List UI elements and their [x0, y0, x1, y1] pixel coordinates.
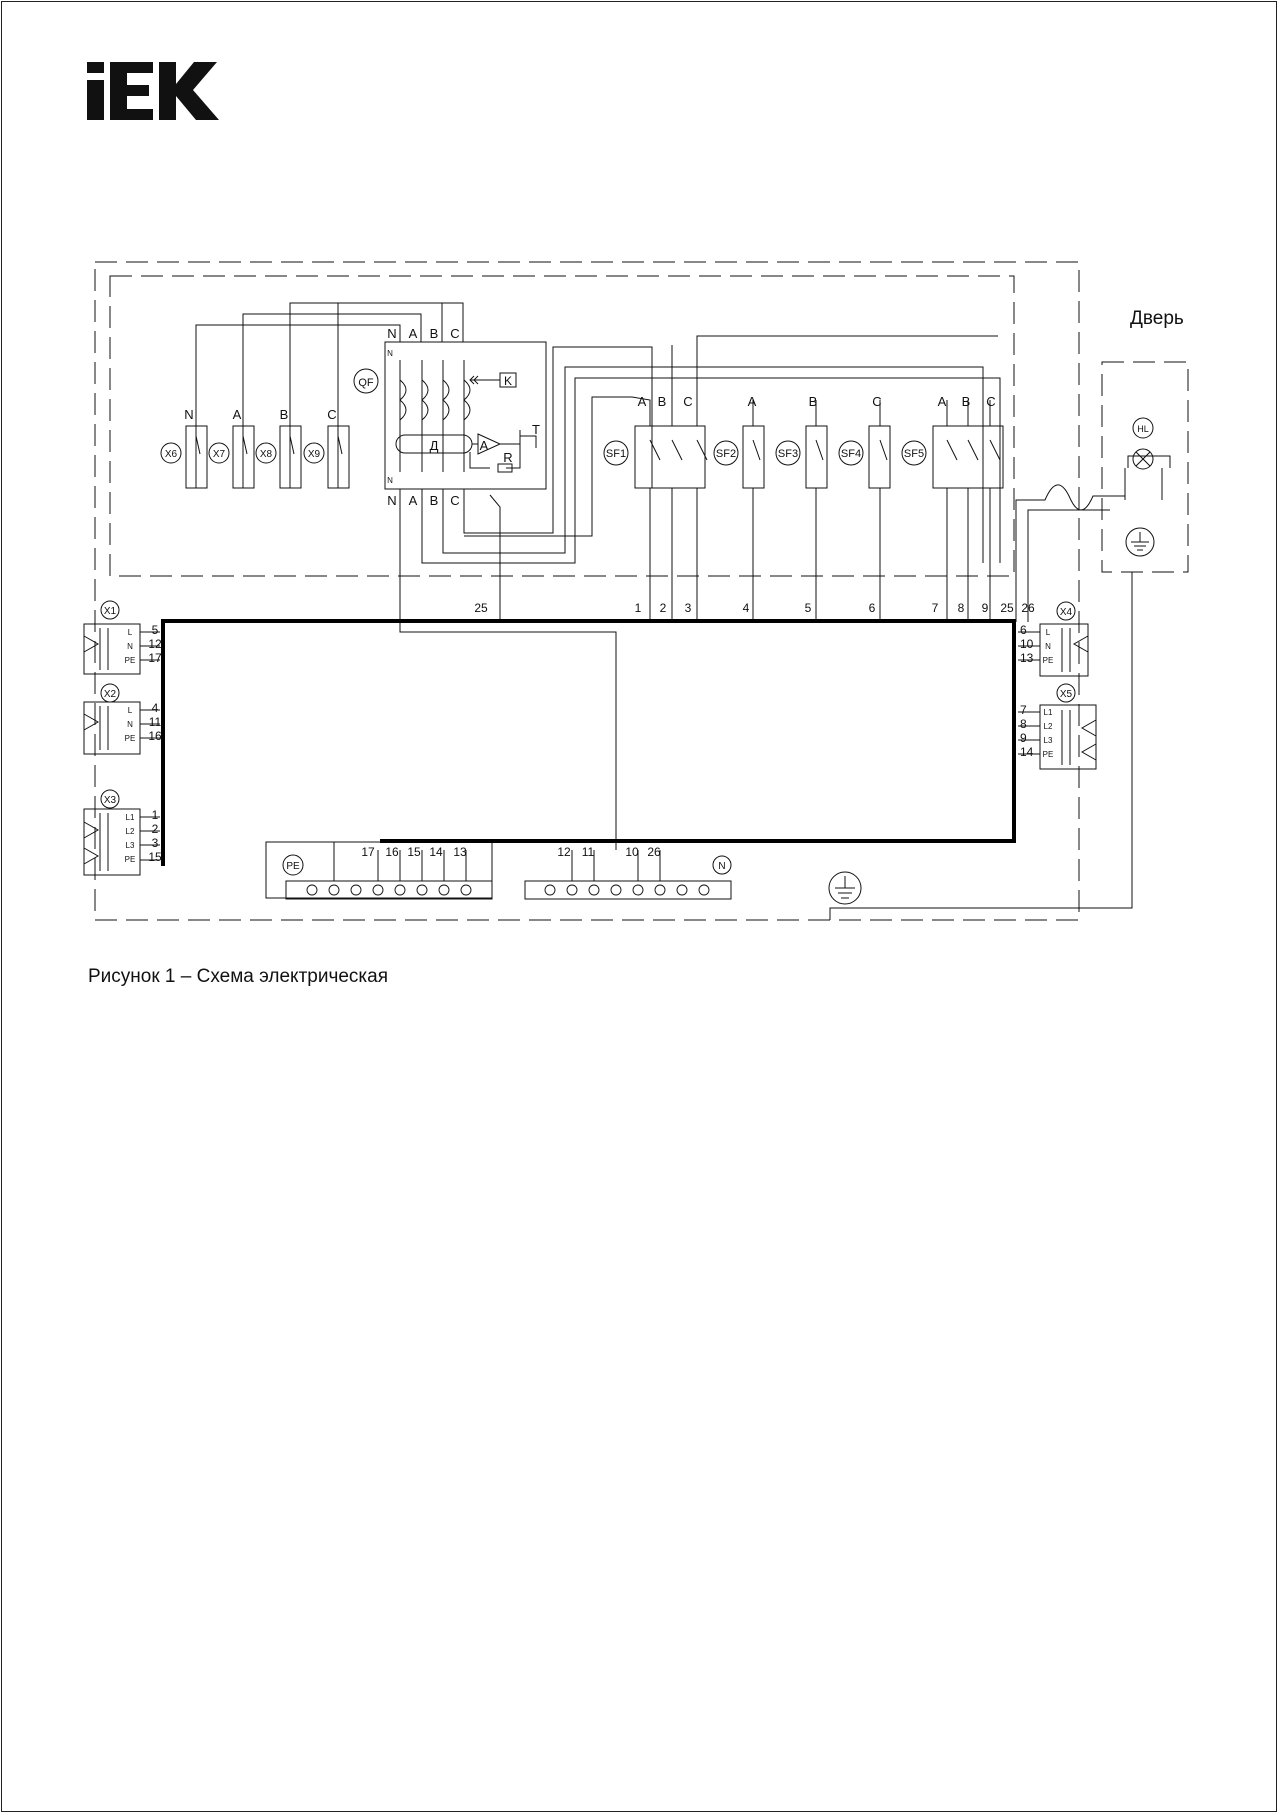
terminal-name: X2 [103, 689, 117, 700]
terminal-name: X5 [1059, 689, 1073, 700]
breaker-phase: C [872, 394, 882, 409]
qf-bottom-phase: C [450, 493, 460, 508]
n-bar-wire: 12 [557, 845, 571, 859]
terminal-wire: 5 [151, 623, 159, 637]
n-bar-wire: 26 [647, 845, 661, 859]
breaker-phase: C [986, 394, 996, 409]
terminal-wire: 3 [151, 836, 159, 850]
sf1-box [635, 426, 705, 488]
terminal-name: X3 [103, 795, 117, 806]
socket-phase: A [232, 407, 242, 422]
socket-phase: N [184, 407, 194, 422]
terminal-wire: 17 [148, 651, 162, 665]
breaker-name: SF5 [903, 448, 925, 460]
breaker-phase: C [683, 394, 693, 409]
door-outline [1102, 362, 1188, 572]
bus-wire-number: 25 [1000, 601, 1014, 615]
n-bar [525, 881, 731, 899]
figure-caption: Рисунок 1 – Схема электрическая [88, 966, 389, 987]
qf-box [385, 342, 546, 489]
breaker-phase: A [747, 394, 757, 409]
socket-name: X8 [259, 449, 273, 460]
terminal-wire: 12 [148, 637, 162, 651]
bus-wire-number: 6 [868, 601, 876, 615]
qf-label: QF [358, 377, 374, 389]
terminal-pin: L [127, 706, 133, 715]
qf-bottom-phase: A [408, 493, 418, 508]
qf-top-phase: C [450, 326, 460, 341]
terminal-wire: 8 [1020, 717, 1027, 731]
sf5-box [933, 426, 1003, 488]
breaker-name: SF1 [605, 448, 627, 460]
terminal-pin: PE [1042, 656, 1054, 665]
bus-wire-number: 25 [474, 601, 488, 615]
terminal-wire: 7 [1020, 703, 1027, 717]
breaker-name: SF4 [840, 448, 862, 460]
qf-small-n: N [387, 476, 393, 485]
terminal-pin: L3 [1043, 736, 1053, 745]
terminal-wire: 2 [151, 822, 159, 836]
pe-bar-wire: 16 [385, 845, 399, 859]
terminal-pin: PE [124, 734, 136, 743]
qf-d-label: Д [429, 438, 439, 453]
qf-top-phase: B [429, 326, 439, 341]
terminal-pin: PE [124, 855, 136, 864]
terminal-wire: 16 [148, 729, 162, 743]
pe-bar-wire: 13 [453, 845, 467, 859]
breaker-phase: B [657, 394, 667, 409]
terminal-wire: 11 [148, 715, 162, 729]
terminal-pin: PE [1042, 750, 1054, 759]
pe-bar-label: PE [286, 861, 300, 872]
bus-wire-number: 3 [684, 601, 692, 615]
breaker-phase: B [808, 394, 818, 409]
n-bar-label: N [718, 861, 726, 872]
qf-bottom-phase: N [387, 493, 397, 508]
qf-a-label: A [479, 438, 489, 453]
sf3-box [806, 426, 827, 488]
socket-name: X7 [212, 449, 226, 460]
pe-bar-wire: 17 [361, 845, 375, 859]
qf-bottom-phase: B [429, 493, 439, 508]
bus-wire-number: 2 [659, 601, 667, 615]
bus-wire-number: 9 [981, 601, 989, 615]
cable-harness [163, 621, 1014, 866]
bus-wire-number: 4 [742, 601, 750, 615]
bus-wire-number: 8 [957, 601, 965, 615]
terminal-pin: L3 [125, 841, 135, 850]
terminal-pin: N [127, 642, 133, 651]
lamp-label: HL [1137, 424, 1149, 434]
terminal-wire: 10 [1020, 637, 1034, 651]
terminal-pin: PE [124, 656, 136, 665]
qf-small-n: N [387, 349, 393, 358]
terminal-pin: L [127, 628, 133, 637]
pe-bar-wire: 15 [407, 845, 421, 859]
terminal-name: X4 [1059, 607, 1073, 618]
terminal-pin: L1 [125, 813, 135, 822]
breaker-phase: A [937, 394, 947, 409]
terminal-wire: 4 [151, 701, 159, 715]
breaker-phase: A [637, 394, 647, 409]
terminal-wire: 9 [1020, 731, 1027, 745]
terminal-pin: L1 [1043, 708, 1053, 717]
bus-wire-number: 7 [931, 601, 939, 615]
socket-phase: C [327, 407, 337, 422]
door-label: Дверь [1130, 308, 1184, 329]
sf4-box [869, 426, 890, 488]
bus-wire-number: 1 [634, 601, 642, 615]
terminal-wire: 1 [151, 808, 159, 822]
terminal-wire: 14 [1020, 745, 1034, 759]
terminal-name: X1 [103, 606, 117, 617]
terminal-wire: 6 [1020, 623, 1027, 637]
socket-name: X9 [307, 449, 321, 460]
terminal-pin: L2 [125, 827, 135, 836]
breaker-name: SF2 [715, 448, 737, 460]
terminal-pin: L2 [1043, 722, 1053, 731]
terminal-wire: 13 [1020, 651, 1034, 665]
terminal-pin: N [127, 720, 133, 729]
qf-k-label: K [503, 374, 513, 388]
socket-phase: B [279, 407, 289, 422]
breaker-name: SF3 [777, 448, 799, 460]
qf-top-phase: N [387, 326, 397, 341]
bus-wire-number: 5 [804, 601, 812, 615]
breaker-phase: B [961, 394, 971, 409]
terminal-pin: L [1045, 628, 1051, 637]
qf-top-phase: A [408, 326, 418, 341]
qf-r-label: R [503, 450, 513, 465]
n-bar-wire: 11 [581, 845, 595, 859]
socket-name: X6 [164, 449, 178, 460]
bus-wire-number: 26 [1021, 601, 1035, 615]
sf2-box [743, 426, 764, 488]
qf-t-label: T [532, 422, 540, 437]
terminal-wire: 15 [148, 850, 162, 864]
terminal-pin: N [1045, 642, 1051, 651]
pe-bar-wire: 14 [429, 845, 443, 859]
n-bar-wire: 10 [625, 845, 639, 859]
